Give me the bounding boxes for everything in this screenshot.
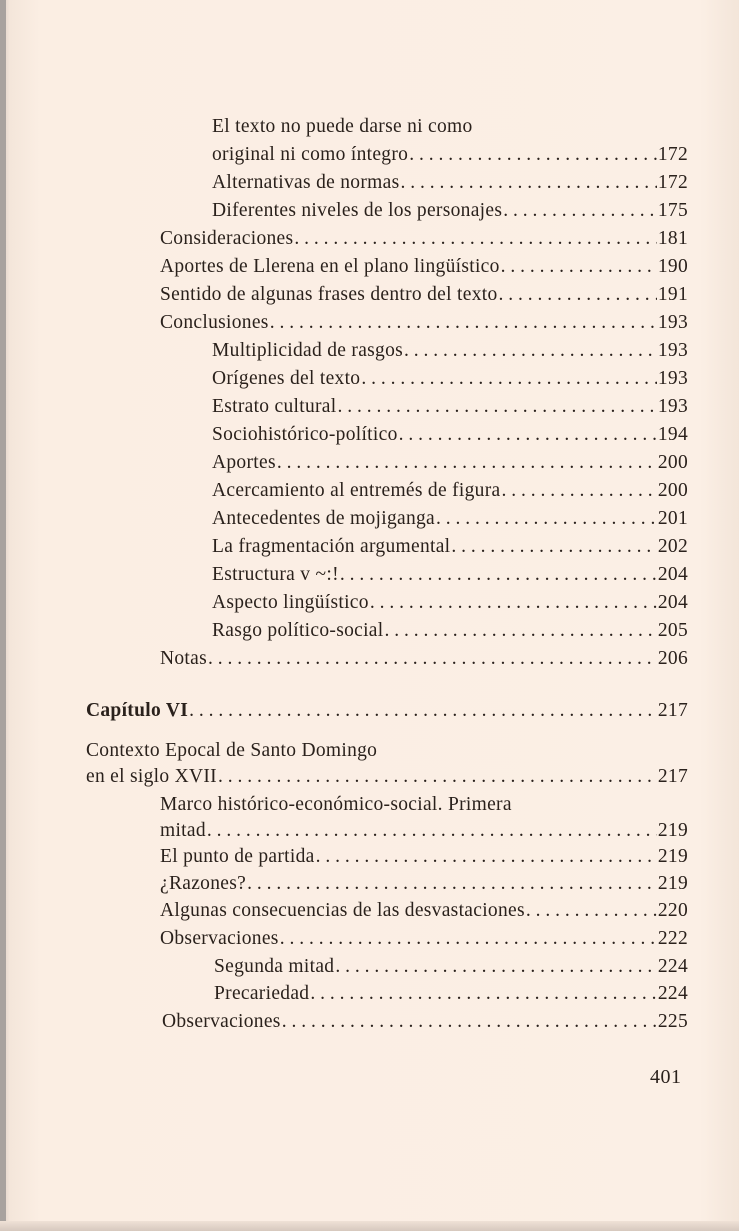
toc-entry-label: Observaciones — [162, 1011, 281, 1032]
toc-heading-line: Contexto Epocal de Santo Domingo — [86, 740, 378, 761]
toc-leader-dots — [208, 648, 657, 670]
toc-chapter-entry — [86, 700, 688, 722]
toc-entry — [212, 592, 688, 614]
toc-entry — [212, 368, 688, 390]
toc-page-number: 225 — [657, 1011, 688, 1032]
toc-page-number: 206 — [657, 648, 688, 669]
toc-entry — [214, 956, 688, 978]
toc-leader-dots — [503, 200, 657, 222]
toc-entry — [160, 256, 688, 278]
toc-leader-dots — [400, 172, 656, 194]
toc-page-number: 181 — [657, 228, 688, 249]
toc-leader-dots — [409, 144, 657, 166]
toc-entry — [212, 536, 688, 558]
toc-page-number: 217 — [657, 766, 688, 787]
toc-chapter-label: Capítulo VI — [86, 700, 189, 721]
toc-leader-dots — [361, 368, 656, 390]
toc-entry — [212, 424, 688, 446]
toc-leader-dots — [277, 452, 657, 474]
toc-leader-dots — [207, 820, 657, 842]
toc-entry — [212, 508, 688, 530]
toc-leader-dots — [282, 1011, 657, 1033]
toc-entry — [212, 452, 688, 474]
toc-page-number: 193 — [657, 368, 688, 389]
toc-entry — [86, 766, 688, 788]
toc-leader-dots — [280, 928, 657, 950]
toc-page-number: 222 — [657, 928, 688, 949]
toc-leader-dots — [294, 228, 656, 250]
toc-entry — [160, 900, 688, 922]
toc-page-number: 204 — [657, 564, 688, 585]
toc-entry-label: original ni como íntegro — [212, 144, 409, 165]
toc-entry — [160, 846, 688, 868]
toc-page-number: 172 — [657, 144, 688, 165]
toc-page-number: 202 — [657, 536, 688, 557]
toc-entry-label: Diferentes niveles de los personajes — [212, 200, 503, 221]
toc-entry-label: Aspecto lingüístico — [212, 592, 369, 613]
toc-entry-label: El punto de partida — [160, 846, 315, 867]
toc-page-number: 193 — [657, 340, 688, 361]
toc-page-number: 172 — [657, 172, 688, 193]
toc-entry-label: Segunda mitad — [214, 956, 335, 977]
toc-entry-label: Antecedentes de mojiganga — [212, 508, 435, 529]
toc-entry — [162, 1011, 688, 1033]
toc-leader-dots — [340, 564, 657, 586]
toc-entry — [160, 928, 688, 950]
toc-leader-dots — [247, 873, 657, 895]
toc-entry-label: Sociohistórico-político — [212, 424, 398, 445]
toc-entry-label: Observaciones — [160, 928, 279, 949]
toc-entry-label: Aportes — [212, 452, 276, 473]
page-bottom-edge — [0, 1221, 739, 1231]
toc-entry-label: ¿Razones? — [160, 873, 247, 894]
toc-page-number: 219 — [657, 873, 688, 894]
toc-leader-dots — [270, 312, 657, 334]
toc-leader-dots — [404, 340, 657, 362]
toc-entry — [212, 144, 688, 166]
toc-leader-dots — [436, 508, 657, 530]
toc-entry-label: Consideraciones — [160, 228, 294, 249]
toc-entry-label: Aportes de Llerena en el plano lingüístico — [160, 256, 500, 277]
toc-entry-label: Estrato cultural — [212, 396, 337, 417]
toc-entry-label: Precariedad — [214, 983, 310, 1004]
toc-heading-line: El texto no puede darse ni como — [212, 116, 473, 137]
toc-entry-label: Alternativas de normas — [212, 172, 400, 193]
toc-entry — [212, 564, 688, 586]
toc-page-number: 224 — [657, 983, 688, 1004]
toc-leader-dots — [335, 956, 657, 978]
page-number-folio: 401 — [650, 1066, 682, 1088]
toc-leader-dots — [501, 480, 656, 502]
toc-page-number: 200 — [657, 452, 688, 473]
toc-page-number: 193 — [657, 312, 688, 333]
toc-entry — [160, 284, 688, 306]
toc-leader-dots — [316, 846, 657, 868]
toc-page-number: 224 — [657, 956, 688, 977]
toc-entry — [214, 983, 688, 1005]
toc-leader-dots — [384, 620, 656, 642]
toc-page-number: 205 — [657, 620, 688, 641]
toc-entry — [160, 312, 688, 334]
toc-entry — [160, 873, 688, 895]
toc-entry — [212, 480, 688, 502]
toc-entry — [212, 396, 688, 418]
toc-leader-dots — [526, 900, 657, 922]
toc-heading-line: Marco histórico-económico-social. Primera — [160, 794, 512, 815]
toc-entry — [212, 340, 688, 362]
toc-page-number: 220 — [657, 900, 688, 921]
toc-entry-label: mitad — [160, 820, 206, 841]
toc-page-number: 190 — [657, 256, 688, 277]
page-spine-edge — [0, 0, 6, 1231]
toc-page-number: 200 — [657, 480, 688, 501]
toc-leader-dots — [399, 424, 657, 446]
toc-page-number: 194 — [657, 424, 688, 445]
toc-leader-dots — [189, 700, 657, 722]
toc-entry-label: Algunas consecuencias de las desvastaciones — [160, 900, 525, 921]
toc-entry — [212, 172, 688, 194]
toc-entry-label: Notas — [160, 648, 207, 669]
toc-page-number: 193 — [657, 396, 688, 417]
toc-page-number: 191 — [657, 284, 688, 305]
toc-page-number: 217 — [657, 700, 688, 721]
toc-leader-dots — [310, 983, 657, 1005]
toc-entry — [212, 620, 688, 642]
toc-leader-dots — [451, 536, 656, 558]
toc-page-number: 204 — [657, 592, 688, 613]
toc-entry-label: Conclusiones — [160, 312, 269, 333]
toc-entry-label: La fragmentación argumental — [212, 536, 451, 557]
toc-entry-label: en el siglo XVII — [86, 766, 217, 787]
toc-entry-label: Multiplicidad de rasgos — [212, 340, 404, 361]
toc-entry — [212, 200, 688, 222]
toc-page-number: 219 — [657, 846, 688, 867]
toc-entry — [160, 228, 688, 250]
toc-leader-dots — [501, 256, 657, 278]
toc-entry-label: Orígenes del texto — [212, 368, 361, 389]
toc-page-number: 201 — [657, 508, 688, 529]
toc-entry-label: Rasgo político-social — [212, 620, 384, 641]
toc-entry — [160, 648, 688, 670]
toc-entry — [160, 820, 688, 842]
toc-leader-dots — [370, 592, 657, 614]
toc-page-number: 175 — [657, 200, 688, 221]
toc-leader-dots — [499, 284, 657, 306]
toc-leader-dots — [337, 396, 656, 418]
toc-entry-label: Estructura v ~:! — [212, 564, 339, 585]
toc-leader-dots — [218, 766, 657, 788]
toc-entry-label: Acercamiento al entremés de figura — [212, 480, 501, 501]
toc-entry-label: Sentido de algunas frases dentro del texto — [160, 284, 498, 305]
toc-page-number: 219 — [657, 820, 688, 841]
